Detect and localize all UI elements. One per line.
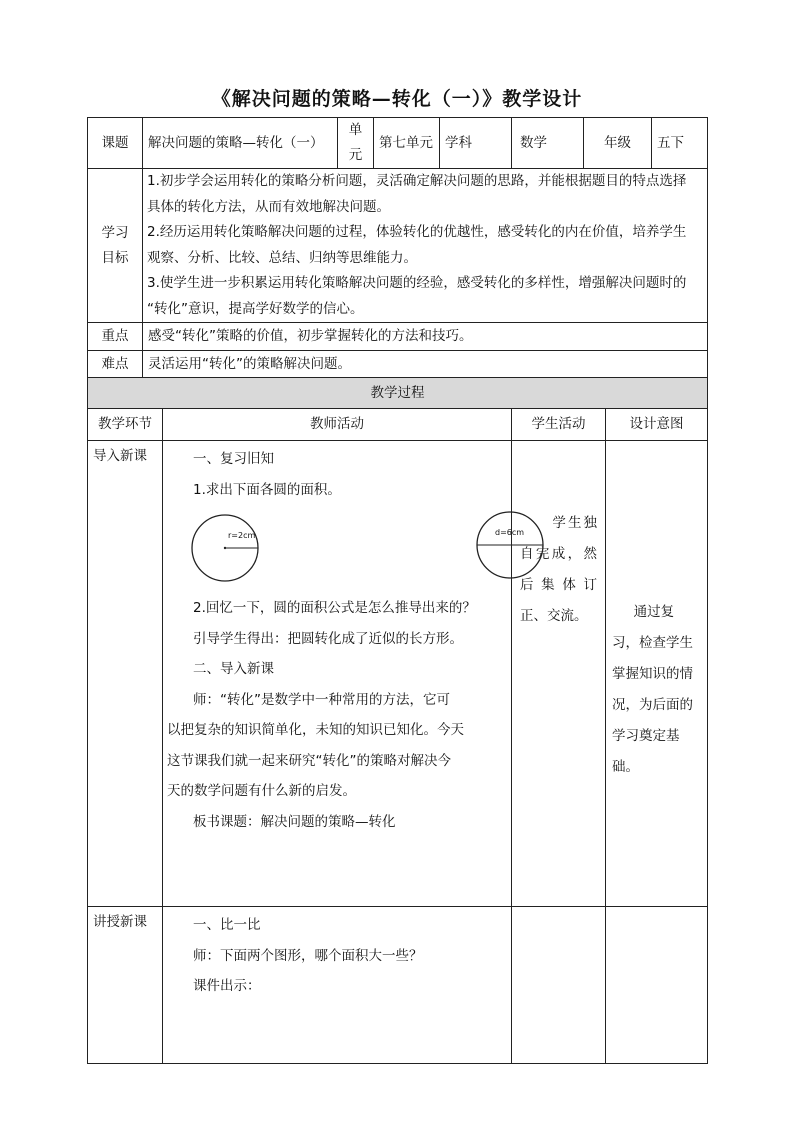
teacher-line: 课件出示： <box>193 978 261 994</box>
teacher-para-line: 天的数学问题有什么新的启发。 <box>167 783 356 799</box>
stage2-name: 讲授新课 <box>88 907 163 1064</box>
teacher-para-line: 这节课我们就一起来研究“转化”的策略对解决今 <box>167 752 451 769</box>
goal-line: 1.初步学会运用转化的策略分析问题，灵活确定解决问题的思路，并能根据题目的特点选择 <box>147 173 687 189</box>
stage2-teacher <box>163 907 512 1064</box>
teacher-para-line: 以把复杂的知识简单化，未知的知识已知化。今天 <box>167 722 464 738</box>
subject-label: 课题 <box>88 118 143 169</box>
key-point-label: 重点 <box>88 323 143 351</box>
goals-row <box>88 169 708 323</box>
teacher-line: 板书课题：解决问题的策略—转化 <box>193 813 396 830</box>
circles-svg <box>163 507 561 589</box>
goals-label-line1: 学习 <box>101 224 129 241</box>
lesson-plan-table <box>87 117 708 1064</box>
process-header-row <box>88 378 708 409</box>
stage1-student: 学生独自完成，然后集体订正、交流。 <box>512 441 606 907</box>
stage2-row <box>88 907 708 1064</box>
diameter-label: d=6cm <box>495 528 525 537</box>
stage2-intent <box>606 907 708 1064</box>
discipline-value: 数学 <box>512 118 584 169</box>
col-intent-header: 设计意图 <box>606 409 708 441</box>
key-point-row <box>88 323 708 351</box>
col-student-header: 学生活动 <box>512 409 606 441</box>
circle-diameter <box>477 512 543 578</box>
column-header-row <box>88 409 708 441</box>
grade-value: 五下 <box>652 118 708 169</box>
goals-label <box>88 169 143 323</box>
goal-line: 2.经历运用转化策略解决问题的过程，体验转化的优越性，感受转化的内在价值，培养学生 <box>147 224 687 240</box>
goal-line: 3.使学生进一步积累运用转化策略解决问题的经验，感受转化的多样性，增强解决问题时的 <box>147 275 687 291</box>
info-row <box>88 118 708 169</box>
teacher-line: 二、导入新课 <box>193 661 274 677</box>
subject-value: 解决问题的策略—转化（一） <box>143 118 338 169</box>
stage1-row <box>88 441 708 907</box>
document-title: 《解决问题的策略—转化（一）》教学设计 <box>211 88 583 110</box>
goals-content <box>143 169 708 323</box>
teacher-line: 1.求出下面各圆的面积。 <box>193 481 341 498</box>
circle-radius <box>192 515 258 581</box>
teacher-para-line: 师：“转化”是数学中一种常用的方法，它可 <box>193 691 450 708</box>
teacher-line: 师：下面两个图形，哪个面积大一些？ <box>193 947 423 964</box>
teacher-line: 一、复习旧知 <box>193 451 274 467</box>
stage2-student <box>512 907 606 1064</box>
difficulty-label: 难点 <box>88 351 143 378</box>
difficulty-row <box>88 351 708 378</box>
goal-line: 观察、分析、比较、总结、归纳等思维能力。 <box>147 249 417 266</box>
goals-label-line2: 目标 <box>101 249 129 266</box>
process-header: 教学过程 <box>88 378 708 409</box>
difficulty-value: 灵活运用“转化”的策略解决问题。 <box>143 351 708 378</box>
radius-label: r=2cm <box>228 531 256 540</box>
stage1-intent: 通过复习，检查学生掌握知识的情况，为后面的学习奠定基础。 <box>606 441 708 907</box>
grade-label: 年级 <box>584 118 652 169</box>
circle-figures <box>163 507 525 589</box>
stage1-name: 导入新课 <box>88 441 163 907</box>
teacher-line: 引导学生得出：把圆转化成了近似的长方形。 <box>193 630 463 647</box>
teacher-line: 一、比一比 <box>193 917 261 933</box>
col-stage-header: 教学环节 <box>88 409 163 441</box>
key-point-value: 感受“转化”策略的价值，初步掌握转化的方法和技巧。 <box>143 323 708 351</box>
goal-line: 具体的转化方法，从而有效地解决问题。 <box>147 198 390 215</box>
unit-label: 单元 <box>338 118 374 169</box>
discipline-label: 学科 <box>440 118 512 169</box>
teacher-line: 2.回忆一下，圆的面积公式是怎么推导出来的？ <box>193 600 476 616</box>
unit-value: 第七单元 <box>374 118 440 169</box>
stage1-teacher <box>163 441 525 907</box>
goal-line: “转化”意识，提高学好数学的信心。 <box>147 300 364 317</box>
col-teacher-header: 教师活动 <box>163 409 512 441</box>
